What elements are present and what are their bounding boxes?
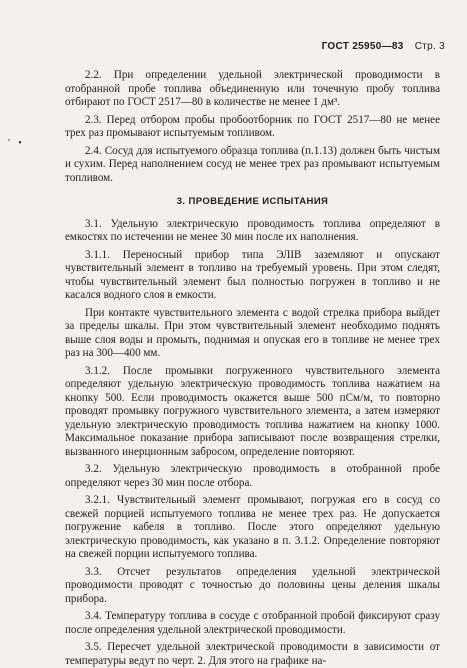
paragraph-2-4: 2.4. Сосуд для испытуемого образца топлива (п.1.13) должен быть чистым и сухим. Перед наполнением сосуд не менее трех раз промывают испытуемым топливом. [65, 144, 440, 184]
paragraph-water-contact: При контакте чувствительного элемента с водой стрелка прибора выйдет за пределы шкалы. При этом чувствительный элемент необходимо поднять выше слоя воды и промыть, поднимая и опуская его в топливе не менее трех раз на 300—400 мм. [65, 306, 440, 359]
paragraph-3-3: 3.3. Отсчет результатов определения удельной электрической проводимости проводят с точностью до половины цены деления шкалы прибора. [65, 565, 440, 605]
standard-number: ГОСТ 25950—83 [321, 41, 404, 52]
page-header [322, 41, 445, 52]
paragraph-3-2-1: 3.2.1. Чувствительный элемент промывают, погружая его в сосуд со свежей порцией испытуемого топлива не менее трех раз. Не допускается погружение кабеля в топливо. После этого определяют удельную электрическую проводимость, как указано в п. 3.1.2. Определение повторяют на свежей порции испытуемого топлива. [65, 494, 440, 560]
paragraph-3-5: 3.5. Пересчет удельной электрической проводимости в зависимости от температуры ведут по черт. 2. Для этого на графике на- [65, 641, 440, 667]
paragraph-2-2: 2.2. При определении удельной электрической проводимости в отобранной пробе топлива объединенную или точечную пробу топлива отбирают по ГОСТ 2517—80 в количестве не менее 1 дм³. [65, 69, 440, 108]
paragraph-3-4: 3.4. Температуру топлива в сосуде с отобранной пробой фиксируют сразу после определения удельной электрической проводимости. [65, 610, 440, 636]
body-text [65, 69, 440, 668]
margin-marks: ' • [8, 138, 25, 149]
page-number: Стр. 3 [414, 41, 445, 52]
paragraph-3-2: 3.2. Удельную электрическую проводимость в отобранной пробе определяют через 30 мин после отбора. [65, 463, 440, 489]
paragraph-3-1-1: 3.1.1. Переносный прибор типа ЭЛІВ заземляют и опускают чувствительный элемент в топливо на требуемый уровень. При этом следят, чтобы чувствительный элемент был полностью погружен в топливо и не касался водного слоя в емкости. [65, 248, 440, 301]
section-heading: 3. ПРОВЕДЕНИЕ ИСПЫТАНИЯ [176, 196, 329, 207]
paragraph-2-3: 2.3. Перед отбором пробы пробоотборник по ГОСТ 2517—80 не менее трех раз промывают испытуемым топливом. [65, 113, 440, 139]
paragraph-3-1: 3.1. Удельную электрическую проводимость топлива определяют в емкостях по истечении не менее 30 мин после их наполнения. [65, 217, 440, 243]
paragraph-3-1-2: 3.1.2. После промывки погруженного чувствительного элемента определяют удельную электрическую проводимость топлива нажатием на кнопку 500. Если проводимость окажется выше 500 пСм/м, то повторно проводят промывку погружного чувствительного элемента, а затем измеряют удельную электрическую проводимость топлива нажатием на кнопку 1000. Максимальное показание прибора записывают после возвращения стрелки, вызванного инерционным забросом, определение повторяют. [65, 364, 440, 458]
